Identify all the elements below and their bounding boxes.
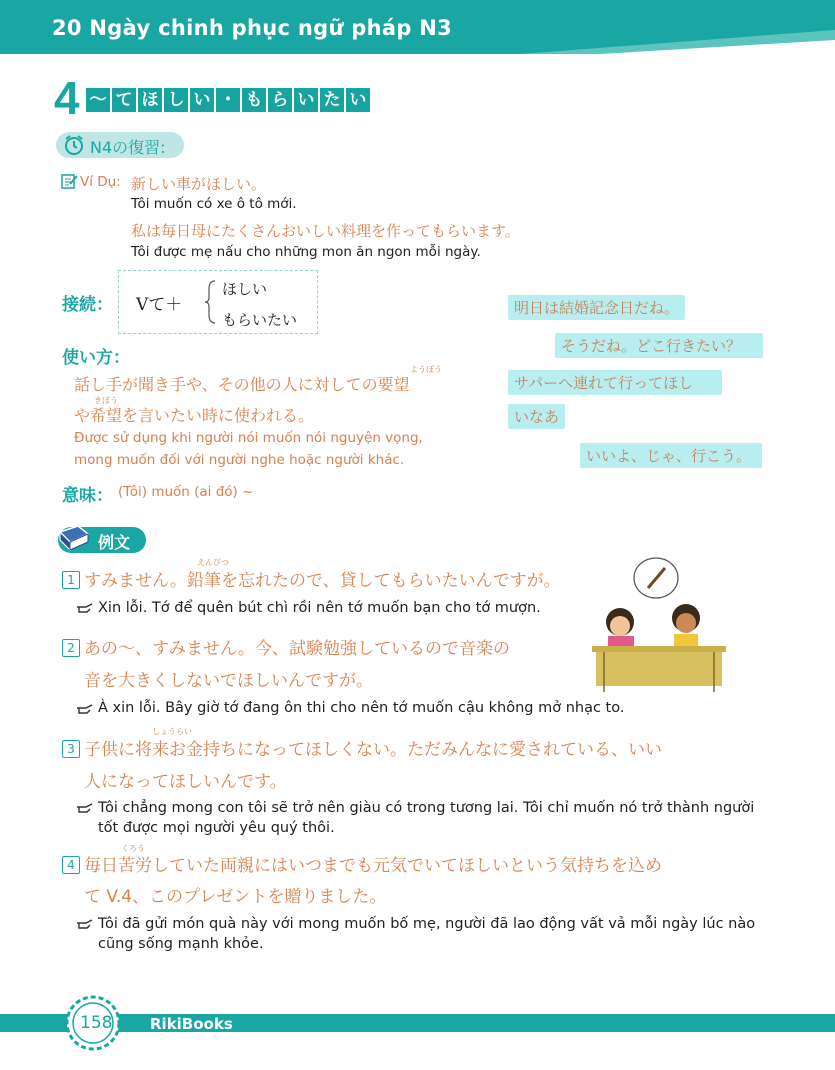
example-number: 1 <box>62 571 80 589</box>
furigana-kibou: きぼう <box>94 396 118 405</box>
dialogue-line-1: 明日は結婚記念日だね。 <box>508 295 685 320</box>
lesson-number: 4 <box>54 72 80 124</box>
pointing-hand-icon <box>76 600 94 614</box>
example-jp-cont: て V.4、このプレゼントを贈りました。 <box>84 887 387 907</box>
furigana-3: しょうらい <box>152 727 192 736</box>
footer-band <box>0 1014 835 1032</box>
lesson-title-char: い <box>346 88 370 112</box>
example-label: Ví Dụ: <box>80 174 121 190</box>
lesson-title-char: ほ <box>138 88 162 112</box>
students-illustration <box>588 556 730 694</box>
dialogue-line-3: サパーへ連れて行ってほし <box>508 370 722 395</box>
lesson-title-char: た <box>320 88 344 112</box>
example-vi: Tôi chẳng mong con tôi sẽ trở nên giàu có trong tương lai. Tôi chỉ muốn nó trở thành người tốt được mọi người yêu quý thôi. <box>98 800 755 836</box>
connection-option-1: ほしい <box>222 280 268 298</box>
lesson-title-char: い <box>190 88 214 112</box>
curly-brace <box>203 279 217 325</box>
example-3 <box>62 735 662 760</box>
dialogue-line-4: いなあ <box>508 404 565 429</box>
book-icon <box>56 522 92 556</box>
alarm-clock-icon <box>62 133 86 157</box>
example-jp: 毎日苦労していた両親にはいつまでも元気でいてほしいという気持ちを込め <box>84 856 662 876</box>
example-jp: すみません。鉛筆を忘れたので、貸してもらいたいんですが。 <box>84 571 561 591</box>
connection-label: 接続： <box>62 295 113 315</box>
lesson-title-char: い <box>294 88 318 112</box>
furigana-1: えんぴつ <box>197 558 229 567</box>
usage-vi-line-1: Được sử dụng khi người nói muốn nói nguyện vọng, <box>74 430 423 446</box>
example-2 <box>62 634 510 659</box>
meaning-value: (Tôi) muốn (ai đó) ~ <box>118 484 254 500</box>
lesson-title-char: も <box>242 88 266 112</box>
lesson-title <box>86 88 372 114</box>
example-jp-1: 新しい車がほしい。 <box>131 175 267 193</box>
pointing-hand-icon <box>76 701 94 715</box>
connection-formula: Vて＋ <box>136 295 183 315</box>
dialogue-line-5: いいよ、じゃ、行こう。 <box>580 443 762 468</box>
review-label: N4の復習: <box>90 138 166 157</box>
usage-jp-line-1: 話し手が聞き手や、その他の人に対しての要望 <box>74 375 410 394</box>
connection-option-2: もらいたい <box>222 311 298 329</box>
example-number: 3 <box>62 740 80 758</box>
example-1 <box>62 566 561 591</box>
footer-brand: RikiBooks <box>150 1015 233 1033</box>
example-jp: あの〜、すみません。今、試験勉強しているので音楽の <box>84 639 511 659</box>
lesson-title-char: ・ <box>216 88 240 112</box>
example-jp-cont: 人になってほしいんです。 <box>84 772 287 792</box>
example-jp: 子供に将来お金持ちになってほしくない。ただみんなに愛されている、いい <box>84 740 662 760</box>
usage-label: 使い方： <box>62 348 130 368</box>
usage-jp-line-2: や希望を言いたい時に使われる。 <box>74 406 315 425</box>
meaning-label: 意味： <box>62 486 113 506</box>
book-title: 20 Ngày chinh phục ngữ pháp N3 <box>52 16 453 40</box>
example-vi: À xin lỗi. Bây giờ tớ đang ôn thi cho nên tớ muốn cậu không mở nhạc to. <box>98 700 625 716</box>
lesson-title-char: ら <box>268 88 292 112</box>
lesson-title-char: 〜 <box>86 88 110 112</box>
example-number: 4 <box>62 856 80 874</box>
lesson-title-char: し <box>164 88 188 112</box>
furigana-youbou: ようぼう <box>410 365 442 374</box>
lesson-title-char: て <box>112 88 136 112</box>
page-number: 158 <box>80 1013 113 1033</box>
example-vi: Tôi đã gửi món quà này với mong muốn bố mẹ, người đã lao động vất vả mỗi ngày lúc nào cũng sống mạnh khỏe. <box>98 916 756 952</box>
note-edit-icon <box>60 172 78 190</box>
example-4 <box>62 851 662 876</box>
example-number: 2 <box>62 639 80 657</box>
examples-label: 例文 <box>98 533 131 552</box>
furigana-4: くろう <box>121 844 145 853</box>
pointing-hand-icon <box>76 800 94 814</box>
example-vi-1: Tôi muốn có xe ô tô mới. <box>131 196 297 212</box>
pointing-hand-icon <box>76 916 94 930</box>
example-jp-2: 私は毎日母にたくさんおいしい料理を作ってもらいます。 <box>131 222 520 240</box>
example-vi: Xin lỗi. Tớ để quên bút chì rồi nên tớ muốn bạn cho tớ mượn. <box>98 600 541 616</box>
dialogue-line-2: そうだね。どこ行きたい？ <box>555 333 763 358</box>
example-jp-cont: 音を大きくしないでほしいんですが。 <box>84 671 373 691</box>
usage-vi-line-2: mong muốn đối với người nghe hoặc người khác. <box>74 452 405 468</box>
example-vi-2: Tôi được mẹ nấu cho những mon ăn ngon mỗi ngày. <box>131 244 481 260</box>
